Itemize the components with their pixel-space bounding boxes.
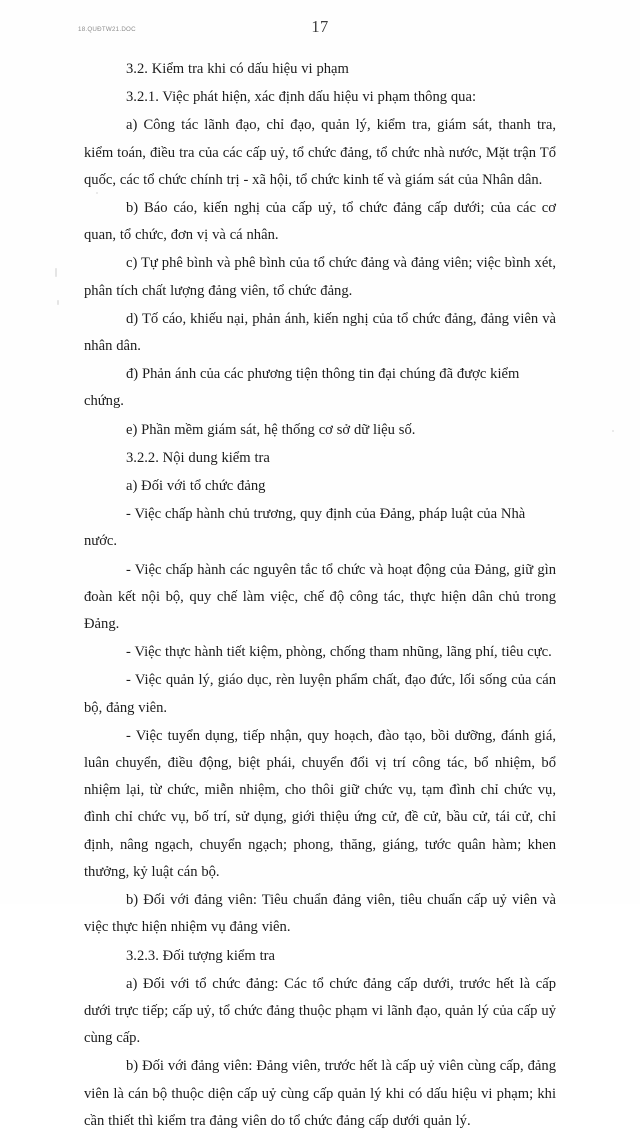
running-head: 18.QUĐTW21.DOC [78, 26, 136, 33]
paragraph-dash-3: - Việc thực hành tiết kiệm, phòng, chống tham nhũng, lãng phí, tiêu cực. [126, 644, 552, 661]
paragraph-sec-3-2-2: 3.2.2. Nội dung kiểm tra [126, 449, 270, 466]
paragraph-item-b-3: b) Đối với đảng viên: Đảng viên, trước hết là cấp uỷ viên cùng cấp, đảng viên là cán bộ thuộc diện cấp uỷ cùng cấp quản lý khi có dấu hiệu vi phạm; khi cần thiết thì kiểm tra đảng viên do tổ chức đảng cấp dưới quản lý. [84, 1058, 556, 1129]
paragraph-item-e-1: e) Phần mềm giám sát, hệ thống cơ sở dữ liệu số. [126, 421, 416, 438]
paragraph-item-dd-1: đ) Phản ánh của các phương tiện thông tin đại chúng đã được kiểm chứng. [84, 366, 520, 410]
body-text-column [84, 56, 556, 1136]
paragraph-item-c-1: c) Tự phê bình và phê bình của tổ chức đảng và đảng viên; việc bình xét, phân tích chất lượng đảng viên, tổ chức đảng. [84, 255, 556, 299]
paragraph-item-a-1: a) Công tác lãnh đạo, chỉ đạo, quản lý, kiểm tra, giám sát, thanh tra, kiểm toán, điều tra của các cấp uỷ, tổ chức đảng, tổ chức nhà nước, Mặt trận Tổ quốc, các tổ chức chính trị - xã hội, tổ chức kinh tế và giám sát của Nhân dân. [84, 117, 556, 188]
page-number: 17 [311, 17, 329, 36]
paragraph-dash-1: - Việc chấp hành chủ trương, quy định của Đảng, pháp luật của Nhà nước. [84, 506, 526, 550]
paragraph-item-b-1: b) Báo cáo, kiến nghị của cấp uỷ, tổ chức đảng cấp dưới; của các cơ quan, tổ chức, đơn vị và cá nhân. [84, 200, 556, 244]
paragraph-item-d-1: d) Tố cáo, khiếu nại, phản ánh, kiến nghị của tổ chức đảng, đảng viên và nhân dân. [84, 310, 556, 355]
scan-artifact [57, 300, 59, 305]
scan-artifact [96, 192, 98, 194]
paragraph-dash-5: - Việc tuyển dụng, tiếp nhận, quy hoạch, đào tạo, bồi dưỡng, đánh giá, luân chuyển, điều động, biệt phái, chuyển đổi vị trí công tác, bổ nhiệm, bổ nhiệm lại, từ chức, miễn nhiệm, cho thôi giữ chức vụ, tạm đình chỉ chức vụ, đình chỉ chức vụ, bố trí, sử dụng, giới thiệu ứng cử, đề cử, bầu cử, tái cử, chỉ định, nâng ngạch, chuyển ngạch; phong, thăng, giáng, tước quân hàm; khen thưởng, kỷ luật cán bộ. [84, 727, 556, 880]
paragraph-dash-2: - Việc chấp hành các nguyên tắc tổ chức và hoạt động của Đảng, giữ gìn đoàn kết nội bộ, quy chế làm việc, chế độ công tác, thực hiện dân chủ trong Đảng. [84, 561, 556, 633]
paragraph-sec-3-2-3: 3.2.3. Đối tượng kiểm tra [126, 947, 275, 964]
paragraph-item-b-2: b) Đối với đảng viên: Tiêu chuẩn đảng viên, tiêu chuẩn cấp uỷ viên và việc thực hiện nhiệm vụ đảng viên. [84, 892, 556, 936]
scan-artifact [612, 430, 614, 432]
scan-artifact [55, 268, 57, 277]
paragraph-item-a-3: a) Đối với tổ chức đảng: Các tổ chức đảng cấp dưới, trước hết là cấp dưới trực tiếp; cấp uỷ, tổ chức đảng thuộc phạm vi lãnh đạo, quản lý của cấp uỷ cùng cấp. [84, 975, 556, 1047]
paragraph-item-a-2: a) Đối với tổ chức đảng [126, 478, 266, 495]
paragraph-sec-3-2-1: 3.2.1. Việc phát hiện, xác định dấu hiệu vi phạm thông qua: [126, 89, 477, 106]
paragraph-dash-4: - Việc quản lý, giáo dục, rèn luyện phẩm chất, đạo đức, lối sống của cán bộ, đảng viên. [84, 672, 556, 716]
paragraph-sec-3-2: 3.2. Kiểm tra khi có dấu hiệu vi phạm [126, 61, 349, 77]
